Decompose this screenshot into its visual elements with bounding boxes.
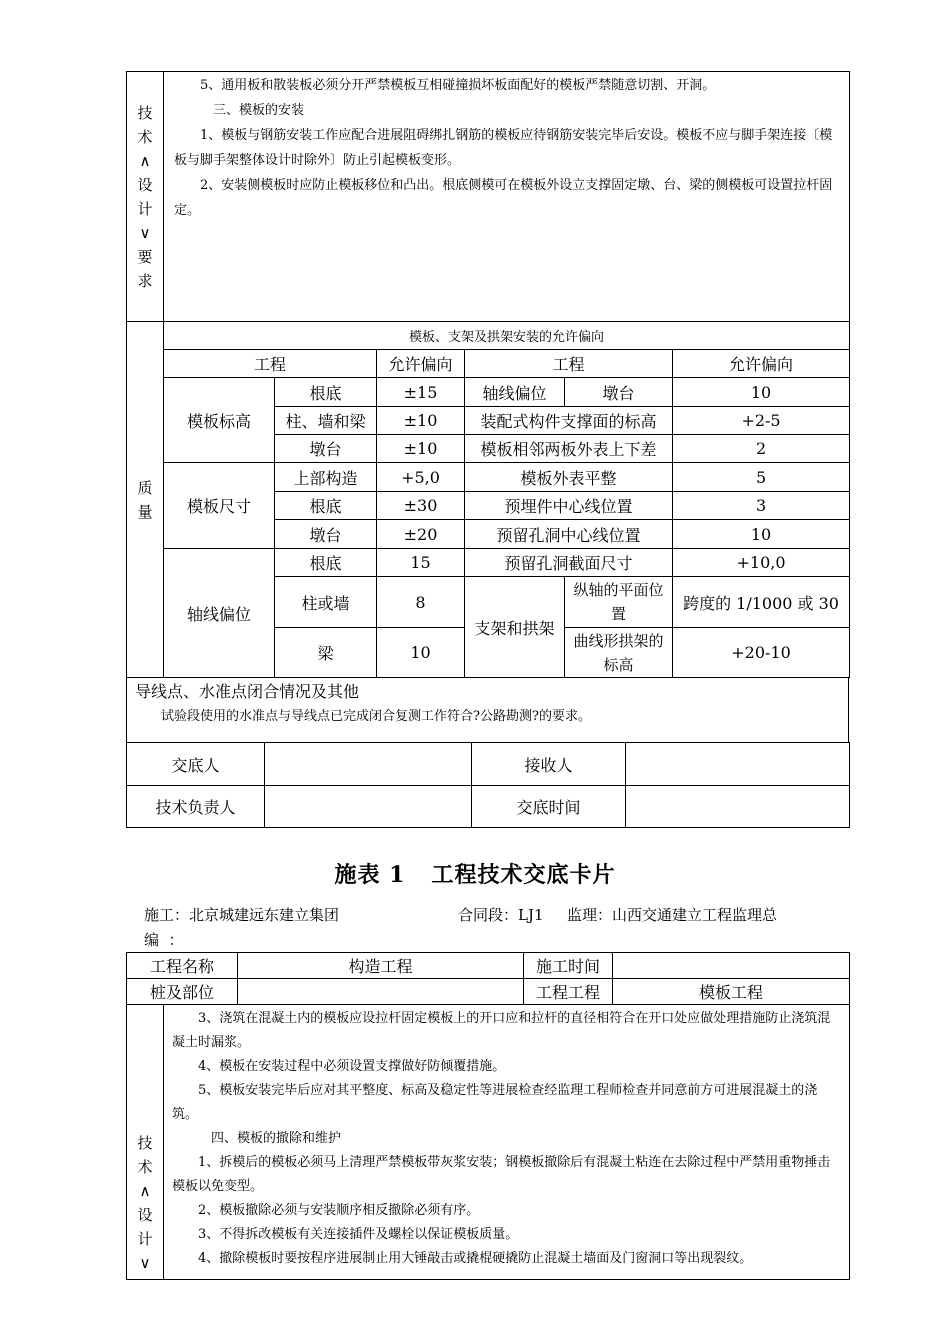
item-cell: 梁	[275, 628, 377, 678]
tech-paragraph: 2、安装侧模板时应防止模板移位和凸出。根底侧模可在模板外设立支撑固定墩、台、梁的侧模板可设置拉杆固定。	[174, 178, 833, 218]
col-header-item: 工程	[164, 350, 377, 378]
handover-time-label: 交底时间	[472, 786, 626, 828]
col-header-tolerance-2: 允许偏向	[673, 350, 850, 378]
tech-content-card	[164, 1005, 850, 1280]
item-cell: 轴线偏位	[465, 378, 565, 407]
table-row	[127, 549, 850, 577]
tech-paragraph: 2、模板撤除必须与安装顺序相反撤除必须有序。	[198, 1203, 480, 1218]
upper-table	[126, 71, 850, 678]
tolerance-cell: 跨度的 1/1000 或 30	[673, 577, 850, 628]
tolerance-cell: 10	[673, 378, 850, 407]
card-form	[126, 952, 849, 1280]
tech-paragraph: 5、通用板和散装板必须分开严禁模板互相碰撞损坏板面配好的模板严禁随意切割、开洞。	[200, 78, 716, 93]
tech-paragraph: 1、拆模后的模板必须马上清理严禁模板带灰浆安装；钢模板撤除后有混凝土粘连在去除过程中严禁用重物捶击模板以免变型。	[172, 1155, 831, 1194]
contract-section-text: 合同段：LJ1	[458, 906, 544, 924]
tolerance-cell: 8	[377, 577, 465, 628]
tech-content-upper	[164, 72, 850, 322]
tolerance-cell: ±10	[377, 407, 465, 435]
tolerance-cell: 2	[673, 435, 850, 463]
guide-text: 试验段使用的水准点与导线点已完成闭合复测工作符合?公路勘测?的要求。	[161, 709, 591, 724]
handover-time-field[interactable]	[626, 786, 850, 828]
receiver-label: 接收人	[472, 743, 626, 786]
guide-title: 导线点、水准点闭合情况及其他	[135, 682, 360, 701]
group-label: 模板标高	[164, 378, 275, 463]
work-item-value[interactable]: 模板工程	[613, 979, 850, 1005]
serial-text: 编 ：	[144, 931, 184, 949]
tech-paragraph: 4、模板在安装过程中必须设置支撑做好防倾覆措施。	[198, 1059, 506, 1074]
supervisor-text: 监理：山西交通建立工程监理总	[567, 906, 778, 924]
tech-paragraph: 5、模板安装完毕后应对其平整度、标高及稳定性等进展检查经监理工程师检查并同意前方可进展混凝土的浇筑。	[172, 1083, 818, 1122]
table-row	[127, 378, 850, 407]
tech-paragraph: 3、浇筑在混凝土内的模板应设拉杆固定模板上的开口应和拉杆的直径相符合在开口处应做处理措施防止浇筑混凝土时漏浆。	[172, 1011, 831, 1050]
tolerance-cell: 3	[673, 492, 850, 520]
tolerance-cell: +5,0	[377, 463, 465, 492]
item-cell: 柱或墙	[275, 577, 377, 628]
project-name-value[interactable]: 构造工程	[238, 953, 524, 979]
tech-paragraph: 3、不得拆改模板有关连接插件及螺栓以保证模板质量。	[198, 1227, 519, 1242]
signature-table	[126, 742, 850, 828]
tolerance-cell: 15	[377, 549, 465, 577]
handover-label: 交底人	[127, 743, 265, 786]
item-cell: 装配式构件支撑面的标高	[465, 407, 673, 435]
tolerance-cell: 5	[673, 463, 850, 492]
item-cell: 模板相邻两板外表上下差	[465, 435, 673, 463]
col-header-item-2: 工程	[465, 350, 673, 378]
tech-paragraph: 4、撤除模板时要按程序进展制止用大锤敲击或撬棍硬撬防止混凝土墙面及门窗洞口等出现裂纹。	[198, 1251, 753, 1266]
tech-section-heading: 四、模板的撤除和维护	[211, 1131, 342, 1146]
item-cell: 根底	[275, 492, 377, 520]
upper-form	[126, 71, 849, 828]
item-cell: 预留孔洞截面尺寸	[465, 549, 673, 577]
construction-time-label: 施工时间	[524, 953, 613, 979]
item-cell: 柱、墙和梁	[275, 407, 377, 435]
col-header-tolerance: 允许偏向	[377, 350, 465, 378]
quality-label: 质 量	[127, 322, 164, 678]
sub-item-cell: 墩台	[565, 378, 673, 407]
tolerance-table-title: 模板、支架及拱架安装的允许偏向	[164, 322, 850, 350]
receiver-field[interactable]	[626, 743, 850, 786]
item-cell: 根底	[275, 378, 377, 407]
tolerance-cell: +20-10	[673, 628, 850, 678]
handover-field[interactable]	[265, 743, 472, 786]
group-label: 轴线偏位	[164, 549, 275, 678]
tolerance-cell: 10	[673, 520, 850, 549]
tolerance-cell: +10,0	[673, 549, 850, 577]
guide-table	[126, 677, 849, 743]
item-cell: 模板外表平整	[465, 463, 673, 492]
tech-paragraph: 1、模板与钢筋安装工作应配合进展阻碍绑扎钢筋的模板应待钢筋安装完毕后安设。模板不应与脚手架连接〔模板与脚手架整体设计时除外〕防止引起模板变形。	[174, 128, 833, 168]
tech-section-heading: 三、模板的安装	[213, 103, 305, 118]
item-cell: 曲线形拱架的标高	[565, 628, 673, 678]
guide-cell	[127, 678, 849, 743]
item-cell: 墩台	[275, 520, 377, 549]
tolerance-cell: ±30	[377, 492, 465, 520]
group-label: 支架和拱架	[465, 577, 565, 678]
contractor-text: 施工：北京城建远东建立集团	[144, 906, 340, 924]
tolerance-cell: ±10	[377, 435, 465, 463]
item-cell: 预埋件中心线位置	[465, 492, 673, 520]
card-title: 施表 1 工程技术交底卡片	[334, 862, 616, 888]
tech-label-upper: 技 术 ∧ 设 计 ∨ 要 求	[127, 72, 164, 322]
station-value[interactable]	[238, 979, 524, 1005]
tolerance-cell: 10	[377, 628, 465, 678]
item-cell: 上部构造	[275, 463, 377, 492]
card-header-table	[126, 952, 850, 1005]
construction-time-value[interactable]	[613, 953, 850, 979]
item-cell: 预留孔洞中心线位置	[465, 520, 673, 549]
table-row	[127, 463, 850, 492]
item-cell: 墩台	[275, 435, 377, 463]
tech-label-card: 技 术 ∧ 设 计 ∨	[127, 1005, 164, 1280]
tolerance-cell: +2-5	[673, 407, 850, 435]
tech-lead-field[interactable]	[265, 786, 472, 828]
tech-lead-label: 技术负责人	[127, 786, 265, 828]
item-cell: 根底	[275, 549, 377, 577]
work-item-label: 工程工程	[524, 979, 613, 1005]
group-label: 模板尺寸	[164, 463, 275, 549]
tolerance-cell: ±15	[377, 378, 465, 407]
card-tech-table	[126, 1004, 850, 1280]
item-cell: 纵轴的平面位置	[565, 577, 673, 628]
station-label: 桩及部位	[127, 979, 238, 1005]
tolerance-cell: ±20	[377, 520, 465, 549]
project-name-label: 工程名称	[127, 953, 238, 979]
